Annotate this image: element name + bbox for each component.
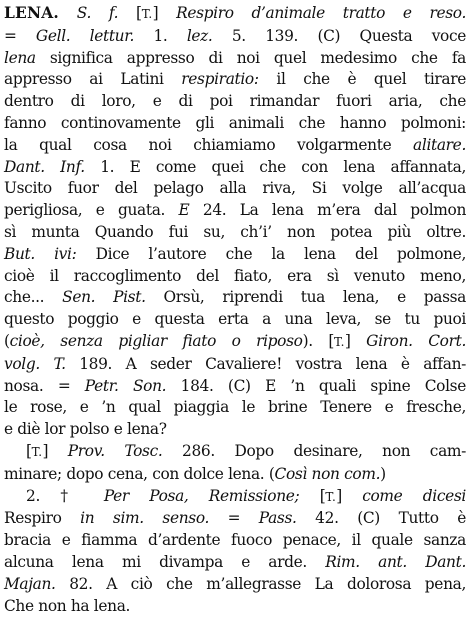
italic-run: cioè, senza pigliar fiato o riposo	[9, 331, 303, 350]
text-run: ]	[152, 4, 177, 22]
entry-line	[4, 178, 466, 200]
text-run: [	[118, 4, 142, 22]
text-run: 5. 139. (C) Questa voce	[212, 26, 467, 45]
italic-run: E	[178, 201, 190, 220]
entry-line	[4, 574, 466, 596]
text-run: [	[26, 441, 32, 460]
entry-line	[4, 266, 466, 288]
text-run: 1.	[134, 26, 187, 45]
text-run: [	[299, 486, 326, 505]
entry-line	[4, 419, 466, 441]
entry-line	[4, 26, 466, 48]
text-run: 184. (C) E ’n quali spine Colse	[166, 376, 466, 395]
entry-line	[4, 552, 466, 574]
text-run: che...	[4, 288, 63, 307]
italic-run: Rim. ant. Dant.	[325, 552, 466, 571]
italic-run: S. f.	[76, 4, 119, 22]
italic-run: Gell. lettur.	[35, 26, 135, 45]
text-run: 1. E come quei che con lena affannata,	[84, 157, 467, 176]
text-run: =	[4, 26, 36, 45]
text-run: 2. †	[26, 486, 104, 505]
entry-line	[4, 508, 466, 530]
text-run: sì munta Quando fui su, ch’i’ non potea più oltre.	[4, 222, 466, 241]
italic-run: alitare.	[413, 135, 466, 154]
text-run: Orsù, riprendi tua lena, e passa	[145, 288, 466, 307]
text-run: nosa. =	[4, 376, 85, 395]
text-run	[59, 4, 77, 22]
text-run: fanno continovamente gli animali che hanno polmoni:	[4, 113, 466, 132]
text-run: 42. (C) Tutto è	[296, 509, 466, 528]
text-run: bracia e fiamma d’ardente fuoco penace, il quale sanza	[4, 531, 466, 550]
text-run: alcuna lena mi divampa e arde.	[4, 552, 326, 571]
entry-line	[4, 441, 466, 464]
italic-run: respiratio:	[181, 70, 259, 89]
text-run: =	[209, 509, 259, 528]
italic-run: Pass.	[258, 509, 297, 528]
text-run: minare; dopo cena, con dolce lena. (	[4, 464, 275, 483]
text-run: 189. A seder Cavaliere! vostra lena è affan-	[65, 354, 466, 373]
italic-run: Così non com.	[274, 464, 381, 483]
small-caps-run: T.	[334, 334, 345, 349]
text-run: Respiro	[4, 509, 81, 528]
entry-line	[4, 309, 466, 331]
italic-run: Petr. Son.	[84, 376, 167, 395]
entry-line	[4, 222, 466, 244]
italic-run: Majan.	[4, 574, 56, 593]
text-run: )	[380, 464, 386, 483]
entry-line	[4, 376, 466, 398]
italic-run: volg. T.	[4, 354, 66, 373]
entry-line	[4, 69, 466, 91]
text-run: il che è quel tirare	[258, 70, 466, 89]
text-run: la qual cosa noi chiamiamo volgarmente	[4, 135, 414, 154]
text-run: perigliosa, e guata.	[4, 201, 179, 220]
italic-run: lena	[4, 48, 36, 67]
italic-run: in sim. senso.	[80, 509, 210, 528]
small-caps-run: T.	[31, 444, 43, 459]
text-run: 24. La lena m’era dal polmon	[189, 201, 467, 220]
text-run: (	[4, 331, 10, 350]
entry-line	[4, 530, 466, 552]
entry-line	[4, 113, 466, 135]
entry-line	[4, 354, 466, 376]
text-run: ]	[336, 486, 363, 505]
text-run: Che non ha lena.	[4, 596, 131, 615]
italic-run: Prov. Tosc.	[67, 441, 163, 460]
text-run: dentro di loro, e di poi rimandar fuori aria, che	[4, 92, 466, 111]
entry-line	[4, 157, 466, 179]
headword: LENA.	[4, 4, 59, 22]
italic-run: Respiro d’animale tratto e reso.	[176, 4, 466, 22]
italic-run: come dicesi	[362, 486, 466, 505]
entry-line	[4, 464, 466, 486]
text-run: ). [	[302, 331, 335, 350]
text-run: Uscito fuor del pelago alla riva, Si volge all’acqua	[4, 179, 466, 198]
text-run: appresso ai Latini	[4, 70, 182, 89]
entry-line	[4, 244, 466, 266]
text-run: significa appresso di noi quel medesimo che fa	[35, 48, 466, 67]
text-run: cioè il raccoglimento del fiato, era sì venuto meno,	[4, 266, 466, 285]
entry-line	[4, 3, 466, 26]
entry-line	[4, 331, 466, 354]
text-run: questo poggio e questa erta a una leva, se tu puoi	[4, 310, 466, 329]
text-run: Dice l’autore che la lena del polmone,	[76, 244, 466, 263]
italic-run: Giron. Cort.	[366, 331, 466, 350]
entry-line	[4, 48, 466, 70]
entry-line	[4, 287, 466, 309]
italic-run: Dant. Inf.	[4, 157, 85, 176]
entry-line	[4, 135, 466, 157]
entry-line	[4, 486, 466, 509]
text-run: 286. Dopo desinare, non cam-	[162, 441, 466, 460]
text-run: e diè lor polso e lena?	[4, 420, 167, 439]
small-caps-run: T.	[325, 489, 337, 504]
italic-run: lez.	[186, 26, 213, 45]
italic-run: Per Posa, Remissione;	[103, 486, 300, 505]
text-run: ]	[344, 331, 367, 350]
text-run: ]	[42, 441, 68, 460]
italic-run: Sen. Pist.	[62, 288, 146, 307]
text-run: 82. A ciò che m’allegrasse La dolorosa pena,	[55, 574, 466, 593]
dictionary-entry	[4, 3, 466, 617]
entry-line	[4, 91, 466, 113]
italic-run: But. ivi:	[4, 244, 77, 263]
small-caps-run: T.	[141, 7, 153, 21]
entry-line	[4, 200, 466, 222]
text-run: le rose, e ’n qual piaggia le brine Tenere e fresche,	[4, 398, 466, 417]
entry-line	[4, 397, 466, 419]
